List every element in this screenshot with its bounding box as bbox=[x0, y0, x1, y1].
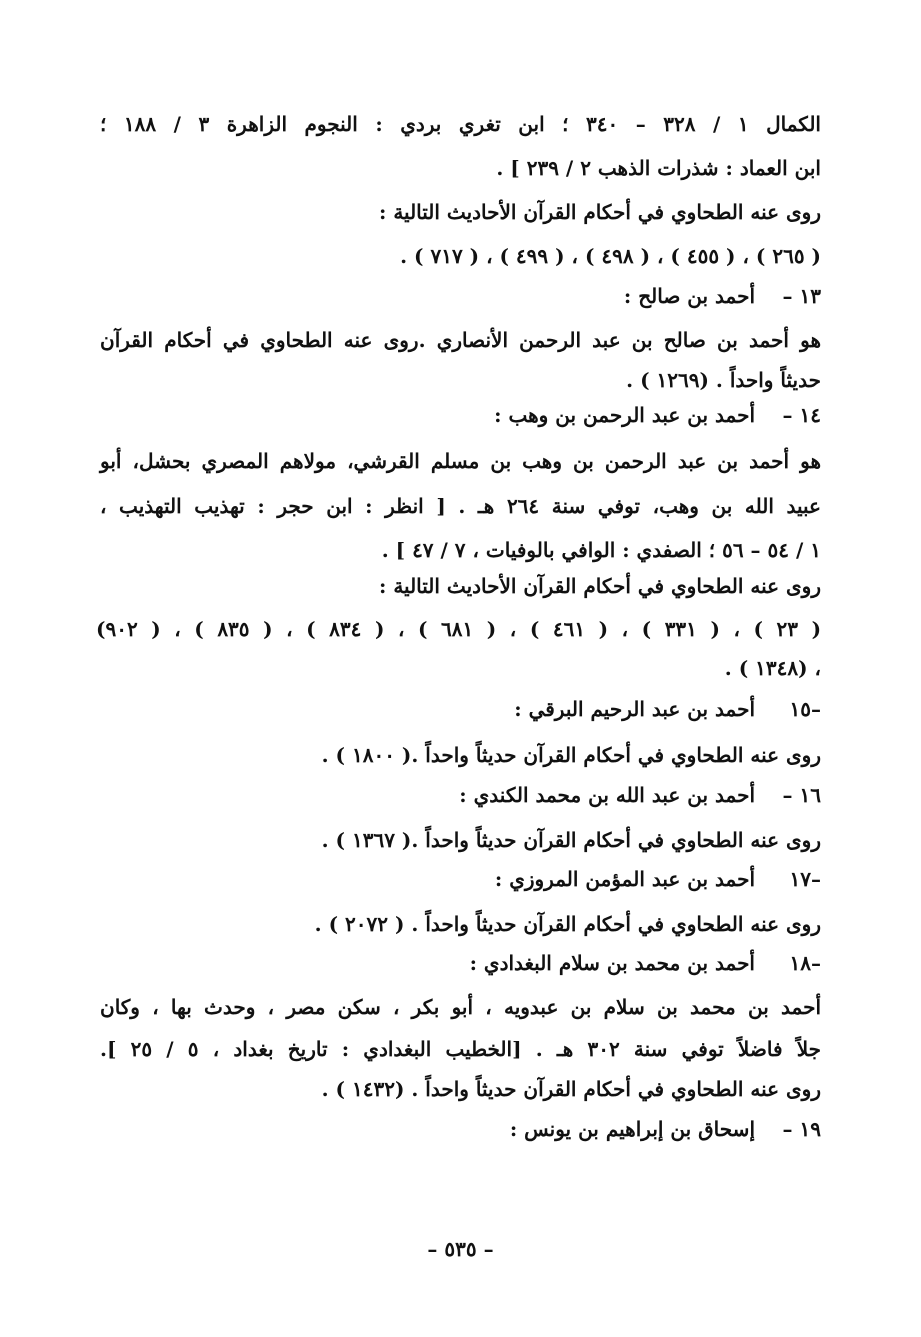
entry-17 bbox=[495, 862, 821, 896]
entry-15 bbox=[514, 692, 821, 726]
text-line: عبيد الله بن وهب، توفي سنة ٢٦٤ هـ . [ انظر : ابن حجر : تهذيب التهذيب ، bbox=[100, 494, 821, 518]
hadith-reference-list: ، (١٣٤٨ ) . bbox=[724, 656, 821, 680]
text-line: روى عنه الطحاوي في أحكام القرآن حديثاً واحداً . (١٤٣٢ ) . bbox=[321, 1077, 821, 1101]
text-line: ابن العماد : شذرات الذهب ٢ / ٢٣٩ ] . bbox=[496, 156, 821, 180]
text-line: ١ / ٥٤ – ٥٦ ؛ الصفدي : الوافي بالوفيات ، ٧ / ٤٧ ] . bbox=[381, 538, 821, 562]
text-line: حديثاً واحداً . (١٢٦٩ ) . bbox=[626, 368, 821, 392]
entry-number: –١٥ bbox=[789, 697, 821, 721]
page-number: – ٥٣٥ – bbox=[427, 1237, 494, 1261]
entry-number: ١٩ – bbox=[782, 1117, 821, 1141]
entry-title: أحمد بن عبد الرحيم البرقي : bbox=[514, 697, 755, 721]
hadith-reference-list: ( ٢٣ ) ، ( ٣٣١ ) ، ( ٤٦١ ) ، ( ٦٨١ ) ، ( ٨٣٤ ) ، ( ٨٣٥ ) ، ( ٩٠٢) bbox=[96, 617, 822, 641]
entry-title: أحمد بن عبد الله بن محمد الكندي : bbox=[459, 783, 755, 807]
text-line: الكمال ١ / ٣٢٨ – ٣٤٠ ؛ ابن تغري بردي : النجوم الزاهرة ٣ / ١٨٨ ؛ bbox=[100, 112, 821, 136]
text-line: روى عنه الطحاوي في أحكام القرآن حديثاً واحداً . ( ٢٠٧٢ ) . bbox=[314, 912, 821, 936]
text-line: روى عنه الطحاوي في أحكام القرآن الأحاديث التالية : bbox=[378, 574, 821, 598]
hadith-reference-list: ( ٢٦٥ ) ، ( ٤٥٥ ) ، ( ٤٩٨ ) ، ( ٤٩٩ ) ، ( ٧١٧ ) . bbox=[400, 244, 821, 268]
entry-number: –١٨ bbox=[789, 951, 821, 975]
entry-title: إسحاق بن إبراهيم بن يونس : bbox=[509, 1117, 755, 1141]
text-line: أحمد بن محمد بن سلام بن عبدويه ، أبو بكر ، سكن مصر ، وحدث بها ، وكان bbox=[100, 995, 821, 1019]
entry-title: أحمد بن صالح : bbox=[623, 284, 755, 308]
entry-18 bbox=[470, 946, 821, 980]
text-line: روى عنه الطحاوي في أحكام القرآن حديثاً واحداً .( ١٣٦٧ ) . bbox=[321, 828, 821, 852]
text-line: روى عنه الطحاوي في أحكام القرآن الأحاديث التالية : bbox=[378, 200, 821, 224]
entry-title: أحمد بن عبد المؤمن المروزي : bbox=[494, 867, 755, 891]
entry-title: أحمد بن عبد الرحمن بن وهب : bbox=[494, 403, 755, 427]
entry-number: ١٤ – bbox=[782, 403, 821, 427]
entry-number: ١٣ – bbox=[782, 284, 821, 308]
text-line: جلاً فاضلاً توفي سنة ٣٠٢ هـ . [الخطيب البغدادي : تاريخ بغداد ، ٥ / ٢٥ ]. bbox=[100, 1037, 821, 1061]
entry-number: ١٦ – bbox=[782, 783, 821, 807]
entry-title: أحمد بن محمد بن سلام البغدادي : bbox=[469, 951, 755, 975]
entry-19 bbox=[510, 1112, 821, 1146]
entry-13 bbox=[624, 279, 821, 313]
text-line: هو أحمد بن عبد الرحمن بن وهب بن مسلم القرشي، مولاهم المصري بحشل، أبو bbox=[100, 449, 821, 473]
text-line: هو أحمد بن صالح بن عبد الرحمن الأنصاري .روى عنه الطحاوي في أحكام القرآن bbox=[100, 328, 821, 352]
text-line: روى عنه الطحاوي في أحكام القرآن حديثاً واحداً .( ١٨٠٠ ) . bbox=[321, 743, 821, 767]
entry-16 bbox=[459, 778, 821, 812]
entry-14 bbox=[494, 398, 821, 432]
entry-number: –١٧ bbox=[789, 867, 821, 891]
